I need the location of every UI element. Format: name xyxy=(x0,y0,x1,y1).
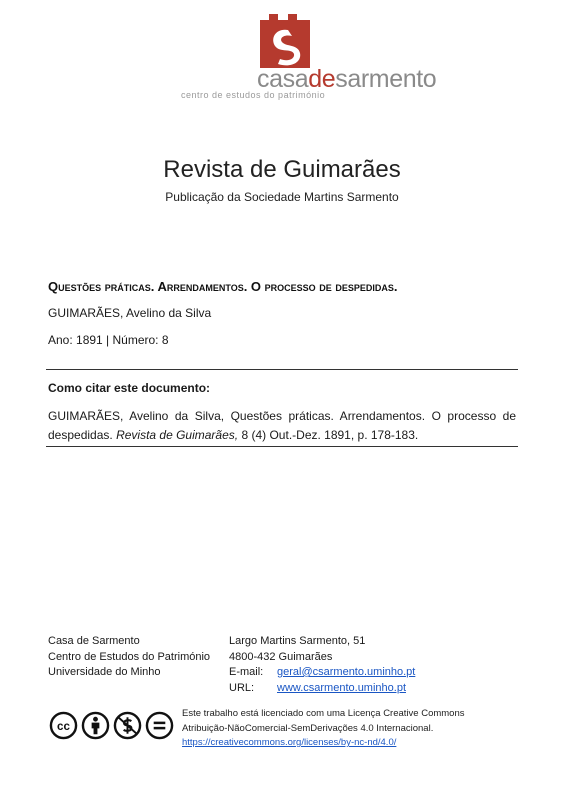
license-link[interactable]: https://creativecommons.org/licenses/by-nc-nd/4.0/ xyxy=(182,737,397,748)
url-label: URL: xyxy=(229,681,255,694)
svg-text:cc: cc xyxy=(57,719,70,733)
license-text xyxy=(182,707,465,751)
institution-block xyxy=(48,634,210,681)
noncommercial-icon xyxy=(113,711,142,740)
email-label: E-mail: xyxy=(229,666,264,678)
website-link[interactable]: www.csarmento.uminho.pt xyxy=(277,681,406,694)
tower-logo-icon xyxy=(258,12,312,68)
logo-tagline: centro de estudos do património xyxy=(181,90,326,100)
casa-de-sarmento-logo xyxy=(181,12,451,104)
journal-title: Revista de Guimarães xyxy=(163,156,401,183)
noderivatives-icon xyxy=(145,711,174,740)
citation-journal: Revista de Guimarães, xyxy=(116,428,239,442)
contact-block xyxy=(229,634,415,696)
article-title: Questões práticas. Arrendamentos. O processo de despedidas. xyxy=(48,279,398,294)
email-row xyxy=(229,665,415,681)
license-line: Este trabalho está licenciado com uma Licença Creative Commons xyxy=(182,708,465,719)
divider-top xyxy=(46,369,518,370)
institution-line: Centro de Estudos do Património xyxy=(48,650,211,663)
email-link[interactable]: geral@csarmento.uminho.pt xyxy=(277,666,416,678)
citation-text: GUIMARÃES, Avelino da Silva, Questões práticas. Arrendamentos. O processo de despedidas. Revista de Guimarães, 8 (4) Out.-Dez. 1891, p. 178-183. xyxy=(48,409,516,442)
logo-wordmark: casadesarmento xyxy=(257,65,437,93)
institution-line: Casa de Sarmento xyxy=(48,635,140,647)
article-issue: Ano: 1891 | Número: 8 xyxy=(48,333,169,347)
cc-icon xyxy=(49,711,78,740)
license-line: Atribuição-NãoComercial-SemDerivações 4.0 Internacional. xyxy=(182,722,434,734)
attribution-icon xyxy=(81,711,110,740)
institution-line: Universidade do Minho xyxy=(48,666,161,678)
divider-bottom xyxy=(46,446,518,447)
citation-heading: Como citar este documento: xyxy=(48,381,211,395)
address-line: Largo Martins Sarmento, 51 xyxy=(229,635,366,647)
address-line: 4800-432 Guimarães xyxy=(229,650,333,663)
article-author: GUIMARÃES, Avelino da Silva xyxy=(48,306,212,320)
journal-subtitle: Publicação da Sociedade Martins Sarmento xyxy=(165,190,399,204)
url-row xyxy=(229,681,415,697)
cc-badges xyxy=(49,711,175,743)
